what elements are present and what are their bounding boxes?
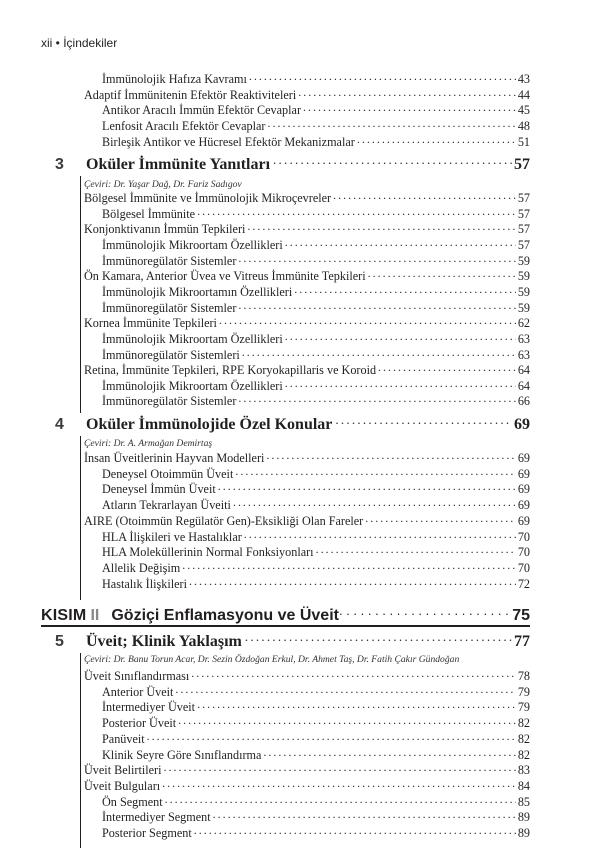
toc-entry-title: HLA İlişkileri ve Hastalıklar (102, 529, 242, 544)
toc-entry[interactable] (84, 762, 530, 778)
toc-entry[interactable] (102, 481, 530, 497)
toc-entry[interactable] (102, 102, 530, 118)
toc-entry-page: 82 (517, 716, 530, 731)
toc-entry-page: 89 (517, 810, 530, 825)
toc-entry-title: İnsan Üveitlerinin Hayvan Modelleri (84, 451, 265, 465)
chapter-title: Oküler İmmünolojide Özel Konular (86, 416, 333, 433)
toc-entry[interactable] (102, 715, 530, 731)
toc-entry[interactable] (102, 809, 530, 825)
toc-entry-page: 82 (517, 747, 530, 762)
toc-entry-page: 78 (517, 669, 530, 683)
toc-entry-title: Ön Kamara, Anterior Üvea ve Vitreus İmmünite Tepkileri (84, 269, 366, 284)
toc-entry-page: 59 (517, 300, 530, 315)
toc-entry-page: 85 (517, 794, 530, 809)
chapter-rule (80, 176, 81, 413)
toc-entry-title: Retina, İmmünite Tepkileri, RPE Koryokapillaris ve Koroid (84, 363, 377, 378)
chapter-number: 4 (55, 416, 64, 433)
toc-entry-page: 64 (517, 363, 530, 378)
chapter-title: Üveit; Klinik Yaklaşım (86, 633, 242, 650)
toc-entry-title: Lenfosit Aracılı Efektör Cevaplar (102, 119, 266, 133)
chapter-number: 3 (55, 156, 64, 173)
toc-entry-page: 43 (517, 72, 530, 86)
toc-entry[interactable] (102, 466, 530, 482)
toc-entry-page: 59 (517, 269, 530, 284)
chapter-heading[interactable] (55, 155, 530, 174)
running-header: xii • İçindekiler (41, 36, 118, 50)
toc-entry-page: 69 (517, 498, 530, 513)
toc-entry-page: 59 (517, 284, 530, 299)
toc-entry-title: Deneysel Otoimmün Üveit (102, 466, 234, 481)
toc-entry[interactable] (102, 529, 530, 545)
toc-entry[interactable] (102, 284, 530, 300)
toc-entry-title: İmmünolojik Hafıza Kavramı (102, 72, 247, 86)
toc-entry-page: 69 (517, 513, 530, 528)
toc-entry[interactable] (84, 268, 530, 284)
toc-entry[interactable] (102, 497, 530, 513)
toc-entry-page: 44 (517, 88, 530, 102)
toc-entry[interactable] (102, 237, 530, 253)
toc-entry-title: İmmünolojik Mikroortamın Özellikleri (102, 284, 293, 299)
toc-entry[interactable] (84, 778, 530, 794)
toc-entry[interactable] (102, 378, 530, 394)
toc-entry-title: Allelik Değişim (102, 560, 181, 575)
toc-entry-title: İmmünoregülatör Sistemler (102, 394, 237, 409)
part-rule (41, 625, 530, 627)
chapter-rule (80, 653, 81, 848)
toc-entry-title: İmmünolojik Mikroortam Özellikleri (102, 378, 283, 393)
toc-entry-page: 48 (517, 119, 530, 133)
toc-entry-title: Bölgesel İmmünite (102, 206, 196, 221)
toc-entry-title: İmmünoregülatör Sistemler (102, 300, 237, 315)
part-label: KISIM (41, 607, 87, 624)
toc-entry-title: Kornea İmmünite Tepkileri (84, 316, 217, 331)
part-heading[interactable] (41, 606, 530, 625)
toc-entry[interactable] (102, 253, 530, 269)
toc-entry-title: Klinik Seyre Göre Sınıflandırma (102, 747, 262, 762)
toc-entry-title: HLA Moleküllerinin Normal Fonksiyonları (102, 545, 314, 560)
chapter-translators: Çeviri: Dr. Yaşar Dağ, Dr. Fariz Sadıgov (84, 179, 242, 190)
chapter-translators: Çeviri: Dr. A. Armağan Demirtaş (84, 438, 213, 449)
toc-entry-title: Konjonktivanın İmmün Tepkileri (84, 222, 246, 237)
toc-entry-page: 64 (517, 378, 530, 393)
toc-entry-title: Birleşik Antikor ve Hücresel Efektör Mekanizmalar (102, 135, 355, 149)
toc-entry[interactable] (102, 71, 530, 87)
toc-entry-page: 57 (517, 222, 530, 237)
part-page: 75 (512, 607, 530, 624)
toc-entry-title: Ön Segment (102, 794, 163, 809)
toc-entry[interactable] (84, 362, 530, 378)
toc-entry-page: 63 (517, 347, 530, 362)
toc-entry[interactable] (102, 731, 530, 747)
toc-entry-page: 62 (517, 316, 530, 331)
toc-entry-title: Panüveit (102, 731, 145, 746)
part-title: Göziçi Enflamasyonu ve Üveit (111, 607, 339, 624)
toc-entry-page: 70 (517, 529, 530, 544)
toc-entry-title: Posterior Segment (102, 826, 192, 840)
chapter-heading[interactable] (55, 415, 530, 434)
toc-entry[interactable] (102, 347, 530, 363)
toc-entry-page: 79 (517, 700, 530, 715)
toc-entry[interactable] (102, 331, 530, 347)
toc-entry-title: Üveit Belirtileri (84, 763, 162, 778)
toc-entry-page: 84 (517, 778, 530, 793)
toc-entry-page: 63 (517, 331, 530, 346)
toc-entry-title: Hastalık İlişkileri (102, 576, 187, 591)
toc-entry[interactable] (102, 794, 530, 810)
chapter-page: 77 (514, 633, 530, 650)
chapter-translators: Çeviri: Dr. Banu Torun Acar, Dr. Sezin Özdoğan Erkul, Dr. Ahmet Taş, Dr. Fatih Çakır Gündoğan (84, 654, 460, 665)
toc-entry[interactable] (84, 87, 530, 103)
toc-entry-title: İmmünolojik Mikroortam Özellikleri (102, 237, 283, 252)
toc-entry[interactable] (102, 576, 530, 592)
toc-entry-page: 70 (517, 560, 530, 575)
toc-entry-title: Posterior Üveit (102, 716, 177, 731)
toc-entry-title: İmmünolojik Mikroortam Özellikleri (102, 331, 283, 346)
toc-entry[interactable] (84, 190, 530, 206)
toc-entry[interactable] (102, 300, 530, 316)
toc-entry[interactable] (84, 668, 530, 684)
chapter-number: 5 (55, 633, 64, 650)
toc-entry-title: Bölgesel İmmünite ve İmmünolojik Mikroçevreler (84, 191, 332, 205)
toc-entry-page: 70 (517, 545, 530, 560)
toc-entry[interactable] (102, 206, 530, 222)
toc-entry-page: 59 (517, 253, 530, 268)
toc-entry-title: Atların Tekrarlayan Üveiti (102, 498, 231, 513)
toc-entry[interactable] (102, 684, 530, 700)
toc-entry-page: 57 (517, 191, 530, 205)
toc-entry-page: 69 (517, 451, 530, 465)
toc-entry-page: 89 (517, 826, 530, 840)
toc-entry[interactable] (102, 393, 530, 409)
toc-entry[interactable] (102, 825, 530, 841)
toc-entry[interactable] (102, 118, 530, 134)
toc-entry-title: Deneysel İmmün Üveit (102, 482, 216, 497)
toc-entry-title: İmmünoregülatör Sistemler (102, 253, 237, 268)
toc-entry-title: Antikor Aracılı İmmün Efektör Cevaplar (102, 103, 302, 117)
toc-entry-page: 79 (517, 684, 530, 699)
toc-entry-page: 69 (517, 466, 530, 481)
toc-entry-title: Adaptif İmmünitenin Efektör Reaktiviteleri (84, 88, 297, 102)
toc-entry[interactable] (102, 699, 530, 715)
toc-entry-page: 69 (517, 482, 530, 497)
toc-entry-page: 82 (517, 731, 530, 746)
toc-entry-title: İntermediyer Segment (102, 810, 211, 825)
chapter-page: 57 (514, 156, 530, 173)
toc-entry[interactable] (84, 221, 530, 237)
toc-entry-title: AIRE (Otoimmün Regülatör Gen)-Eksikliği Olan Fareler (84, 513, 364, 528)
chapter-rule (80, 436, 81, 600)
toc-entry-page: 45 (517, 103, 530, 117)
toc-entry-page: 51 (517, 135, 530, 149)
toc-entry[interactable] (84, 315, 530, 331)
part-roman: II (90, 607, 100, 624)
toc-entry-page: 83 (517, 763, 530, 778)
toc-entry-page: 72 (517, 576, 530, 591)
chapter-title: Oküler İmmünite Yanıtları (86, 156, 271, 173)
toc-entry[interactable] (84, 513, 530, 529)
toc-entry-page: 66 (517, 394, 530, 409)
toc-entry[interactable] (102, 134, 530, 150)
toc-entry-page: 57 (517, 206, 530, 221)
toc-entry-title: Anterior Üveit (102, 684, 174, 699)
toc-entry[interactable] (102, 747, 530, 763)
toc-entry-title: İntermediyer Üveit (102, 700, 196, 715)
toc-entry-title: Üveit Sınıflandırması (84, 669, 190, 683)
toc-entry-title: İmmünoregülatör Sistemleri (102, 347, 240, 362)
toc-entry[interactable] (84, 450, 530, 466)
toc-entry-page: 57 (517, 237, 530, 252)
chapter-page: 69 (514, 416, 530, 433)
toc-entry[interactable] (102, 544, 530, 560)
chapter-heading[interactable] (55, 632, 530, 651)
toc-entry-title: Üveit Bulguları (84, 778, 161, 793)
toc-entry[interactable] (102, 560, 530, 576)
